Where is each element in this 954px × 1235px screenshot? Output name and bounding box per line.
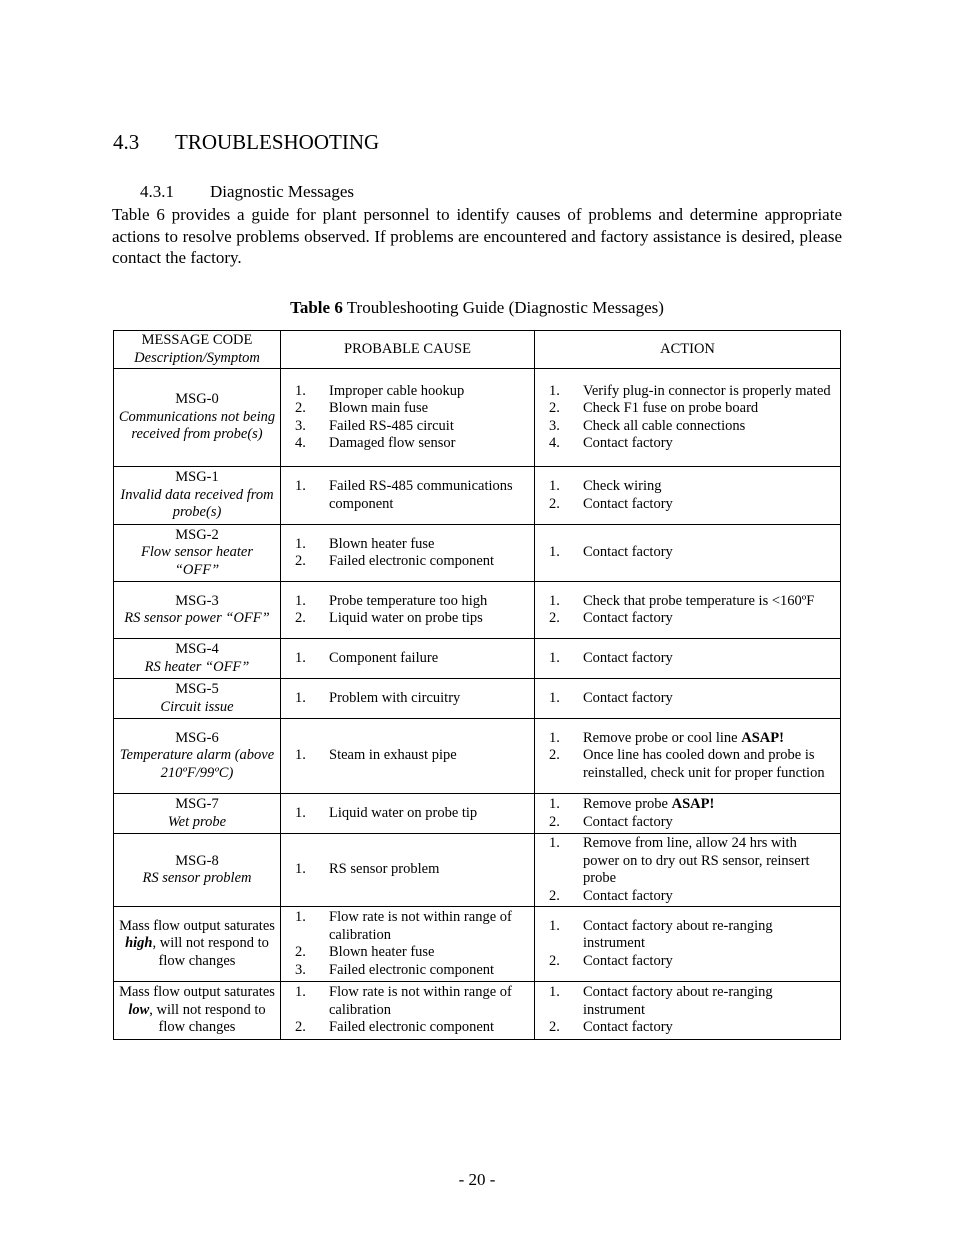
list-text: Liquid water on probe tip <box>329 804 478 821</box>
message-description: Circuit issue <box>160 698 234 715</box>
action-list <box>539 690 836 708</box>
header-probable-cause: PROBABLE CAUSE <box>281 331 535 369</box>
list-text: Contact factory <box>583 495 673 512</box>
action-list <box>539 478 836 513</box>
message-description: RS sensor power “OFF” <box>124 610 270 626</box>
list-number: 1. <box>549 729 560 746</box>
list-item <box>285 1019 530 1037</box>
list-number: 1. <box>295 592 306 609</box>
list-text: Failed RS-485 circuit <box>329 417 454 434</box>
message-code: MSG-8 <box>175 852 219 869</box>
cause-list <box>285 984 530 1037</box>
list-text: Check that probe temperature is <160ºF <box>583 592 815 609</box>
list-number: 1. <box>549 382 560 399</box>
list-item <box>539 796 836 814</box>
list-item <box>285 478 530 513</box>
list-number: 2. <box>549 813 560 830</box>
list-number: 3. <box>295 417 306 434</box>
table-caption <box>0 298 954 318</box>
list-number: 2. <box>549 610 560 626</box>
action-cell <box>535 719 841 794</box>
list-item <box>539 953 836 971</box>
list-number: 1. <box>549 592 560 609</box>
list-text: Steam in exhaust pipe <box>329 747 457 764</box>
subsection-number: 4.3.1 <box>140 182 174 201</box>
action-cell <box>535 679 841 719</box>
section-number: 4.3 <box>113 130 140 154</box>
list-number: 1. <box>295 535 306 552</box>
message-code-cell <box>114 679 281 719</box>
list-number: 2. <box>295 944 306 960</box>
list-number: 1. <box>295 747 306 764</box>
message-code-cell <box>114 834 281 907</box>
cause-list <box>285 690 530 708</box>
list-number: 1. <box>549 478 560 494</box>
list-number: 4. <box>295 435 306 451</box>
list-text: Contact factory about re-ranging instrument <box>583 984 773 1018</box>
message-code-cell <box>114 719 281 794</box>
list-text-part: Remove probe <box>583 796 672 812</box>
intro-paragraph: Table 6 provides a guide for plant personnel to identify causes of problems and determine appropriate actions to resolve problems observed. If problems are encountered and factory assistance is desired, please contact the factory. <box>112 205 842 267</box>
list-text: Liquid water on probe tips <box>329 610 483 626</box>
list-text: Contact factory <box>583 813 673 830</box>
list-number: 2. <box>295 553 306 569</box>
message-description: Communications not being received from probe(s) <box>118 408 276 443</box>
list-item <box>285 690 530 708</box>
list-text: RS sensor problem <box>329 861 440 878</box>
list-item <box>539 544 836 562</box>
list-number: 1. <box>549 984 560 1001</box>
list-number: 1. <box>295 804 306 821</box>
list-number: 1. <box>549 689 560 706</box>
list-text: Contact factory about re-ranging instrument <box>583 917 773 952</box>
list-text: Contact factory <box>583 689 673 706</box>
list-item <box>285 962 530 980</box>
symptom-emphasis: high <box>125 935 153 952</box>
message-code: MSG-5 <box>175 681 219 697</box>
list-item <box>539 400 836 418</box>
action-list <box>539 835 836 905</box>
symptom-text: Mass flow output saturates <box>119 984 275 1001</box>
list-text: Failed electronic component <box>329 553 495 569</box>
list-item <box>539 814 836 832</box>
list-number: 2. <box>295 400 306 416</box>
list-number: 2. <box>549 1019 560 1036</box>
list-text: Improper cable hookup <box>329 382 465 399</box>
list-item <box>285 805 530 823</box>
troubleshooting-table <box>113 330 841 1040</box>
list-item <box>285 383 530 401</box>
message-description: Wet probe <box>167 813 227 830</box>
cause-list <box>285 478 530 513</box>
list-text-part: Remove probe or cool line <box>583 729 742 746</box>
list-text: Blown main fuse <box>329 400 429 416</box>
list-item <box>539 478 836 496</box>
action-list <box>539 918 836 971</box>
emphasis-text: ASAP! <box>741 729 784 746</box>
message-code: MSG-0 <box>175 391 219 408</box>
action-cell <box>535 582 841 639</box>
action-cell <box>535 794 841 834</box>
table-row <box>114 582 841 639</box>
list-item <box>285 944 530 962</box>
list-number: 1. <box>549 544 560 561</box>
list-item <box>539 496 836 514</box>
probable-cause-cell <box>281 582 535 639</box>
section-title: TROUBLESHOOTING <box>175 130 380 154</box>
list-text: Once line has cooled down and probe is reinstalled, check unit for proper function <box>583 747 825 781</box>
list-item <box>539 747 836 782</box>
list-item <box>285 435 530 453</box>
cause-list <box>285 536 530 571</box>
list-item <box>285 650 530 668</box>
list-item <box>539 435 836 453</box>
header-message-code <box>114 331 281 369</box>
list-number: 1. <box>295 689 306 706</box>
list-item <box>539 650 836 668</box>
message-code-cell <box>114 582 281 639</box>
message-code: MSG-7 <box>175 796 219 812</box>
message-code: MSG-2 <box>175 526 219 543</box>
list-text: Check F1 fuse on probe board <box>583 400 759 416</box>
list-number: 1. <box>295 478 306 494</box>
message-description: Temperature alarm (above 210ºF/99ºC) <box>119 747 275 781</box>
table-caption-label: Table 6 <box>290 298 343 317</box>
message-code-cell <box>114 525 281 582</box>
list-item <box>539 888 836 906</box>
list-number: 2. <box>549 952 560 969</box>
list-text: Check wiring <box>583 478 662 494</box>
subsection-title: Diagnostic Messages <box>210 182 355 201</box>
message-code-cell <box>114 982 281 1040</box>
action-cell <box>535 834 841 907</box>
list-item <box>539 593 836 611</box>
symptom-text: , will not respond to flow changes <box>149 1001 266 1036</box>
list-text: Failed RS-485 communications component <box>329 478 513 512</box>
message-code: MSG-3 <box>175 592 219 609</box>
list-item <box>539 383 836 401</box>
message-code-cell <box>114 369 281 467</box>
list-text: Flow rate is not within range of calibration <box>329 909 512 943</box>
cause-list <box>285 650 530 668</box>
list-text: Contact factory <box>583 649 673 666</box>
action-list <box>539 544 836 562</box>
probable-cause-cell <box>281 834 535 907</box>
action-cell <box>535 467 841 525</box>
table-row <box>114 794 841 834</box>
message-code: MSG-1 <box>175 469 219 486</box>
list-text: Verify plug-in connector is properly mated <box>583 382 831 399</box>
list-text <box>583 796 836 814</box>
probable-cause-cell <box>281 794 535 834</box>
table-row <box>114 982 841 1040</box>
list-number: 1. <box>295 861 306 878</box>
list-text: Blown heater fuse <box>329 944 435 960</box>
list-item <box>539 730 836 748</box>
cause-list <box>285 861 530 879</box>
action-list <box>539 730 836 783</box>
probable-cause-cell <box>281 679 535 719</box>
probable-cause-cell <box>281 982 535 1040</box>
message-description: Flow sensor heater “OFF” <box>141 544 253 578</box>
list-item <box>285 747 530 765</box>
list-item <box>539 610 836 628</box>
action-list <box>539 650 836 668</box>
table-row <box>114 907 841 982</box>
header-code-sublabel: Description/Symptom <box>134 349 260 366</box>
list-text: Contact factory <box>583 887 673 904</box>
list-item <box>285 593 530 611</box>
list-item <box>285 984 530 1019</box>
symptom-text: Mass flow output saturates <box>119 917 275 934</box>
cause-list <box>285 805 530 823</box>
list-item <box>539 835 836 888</box>
message-code-cell <box>114 794 281 834</box>
action-list <box>539 593 836 628</box>
list-number: 1. <box>549 796 560 812</box>
list-text: Contact factory <box>583 435 673 451</box>
list-number: 1. <box>295 649 306 666</box>
table-header-row <box>114 331 841 369</box>
table-caption-text: Troubleshooting Guide (Diagnostic Messages) <box>342 298 664 317</box>
list-text: Component failure <box>329 649 439 666</box>
list-item <box>285 400 530 418</box>
list-item <box>539 1019 836 1037</box>
table-row <box>114 639 841 679</box>
list-number: 2. <box>549 887 560 904</box>
header-code-label: MESSAGE CODE <box>141 332 253 348</box>
list-item <box>285 610 530 628</box>
list-number: 1. <box>549 649 560 666</box>
action-cell <box>535 982 841 1040</box>
message-code-cell <box>114 467 281 525</box>
action-list <box>539 984 836 1037</box>
list-text: Contact factory <box>583 952 673 969</box>
list-text <box>583 730 836 748</box>
action-list <box>539 383 836 453</box>
message-code-cell <box>114 907 281 982</box>
list-number: 3. <box>295 961 306 978</box>
list-number: 1. <box>295 909 306 925</box>
probable-cause-cell <box>281 467 535 525</box>
table-row <box>114 679 841 719</box>
list-item <box>539 690 836 708</box>
list-text: Failed electronic component <box>329 961 495 978</box>
header-action: ACTION <box>535 331 841 369</box>
list-number: 1. <box>295 382 306 399</box>
list-item <box>539 918 836 953</box>
list-text: Remove from line, allow 24 hrs with power on to dry out RS sensor, reinsert probe <box>583 835 810 886</box>
cause-list <box>285 747 530 765</box>
cause-list <box>285 593 530 628</box>
list-number: 2. <box>549 747 560 764</box>
message-description: RS sensor problem <box>142 870 252 886</box>
list-text: Flow rate is not within range of calibration <box>329 984 512 1018</box>
list-text: Problem with circuitry <box>329 689 461 706</box>
symptom-text: , will not respond to flow changes <box>152 935 269 969</box>
table-row <box>114 719 841 794</box>
message-description: Invalid data received from probe(s) <box>120 486 274 521</box>
message-code: MSG-6 <box>175 729 219 746</box>
list-number: 1. <box>295 984 306 1001</box>
list-number: 2. <box>549 495 560 512</box>
list-item <box>285 909 530 944</box>
probable-cause-cell <box>281 719 535 794</box>
list-number: 2. <box>549 400 560 416</box>
list-item <box>285 553 530 571</box>
action-cell <box>535 525 841 582</box>
emphasis-text: ASAP! <box>671 796 715 812</box>
probable-cause-cell <box>281 525 535 582</box>
list-text: Contact factory <box>583 1019 673 1036</box>
list-number: 1. <box>549 917 560 934</box>
list-number: 3. <box>549 417 560 434</box>
cause-list <box>285 909 530 979</box>
table-row <box>114 525 841 582</box>
probable-cause-cell <box>281 907 535 982</box>
list-text: Check all cable connections <box>583 417 746 434</box>
list-item <box>285 418 530 436</box>
message-code-cell <box>114 639 281 679</box>
action-cell <box>535 369 841 467</box>
symptom-emphasis: low <box>128 1001 150 1018</box>
list-text: Probe temperature too high <box>329 592 488 609</box>
action-cell <box>535 907 841 982</box>
message-description: RS heater “OFF” <box>144 658 250 675</box>
action-cell <box>535 639 841 679</box>
section-heading <box>113 130 379 155</box>
list-number: 4. <box>549 435 560 451</box>
list-number: 1. <box>549 835 560 851</box>
list-text: Contact factory <box>583 610 673 626</box>
list-text: Contact factory <box>583 544 673 561</box>
table-row <box>114 467 841 525</box>
table-row <box>114 369 841 467</box>
list-number: 2. <box>295 610 306 626</box>
page-number: - 20 - <box>458 1170 496 1189</box>
list-item <box>285 861 530 879</box>
list-item <box>285 536 530 554</box>
probable-cause-cell <box>281 639 535 679</box>
list-text: Blown heater fuse <box>329 535 435 552</box>
message-code: MSG-4 <box>175 641 219 657</box>
list-text: Damaged flow sensor <box>329 435 456 451</box>
list-item <box>539 984 836 1019</box>
subsection-heading <box>140 182 354 202</box>
list-text: Failed electronic component <box>329 1019 495 1036</box>
action-list <box>539 796 836 831</box>
probable-cause-cell <box>281 369 535 467</box>
list-number: 2. <box>295 1019 306 1036</box>
table-row <box>114 834 841 907</box>
cause-list <box>285 383 530 453</box>
list-item <box>539 418 836 436</box>
